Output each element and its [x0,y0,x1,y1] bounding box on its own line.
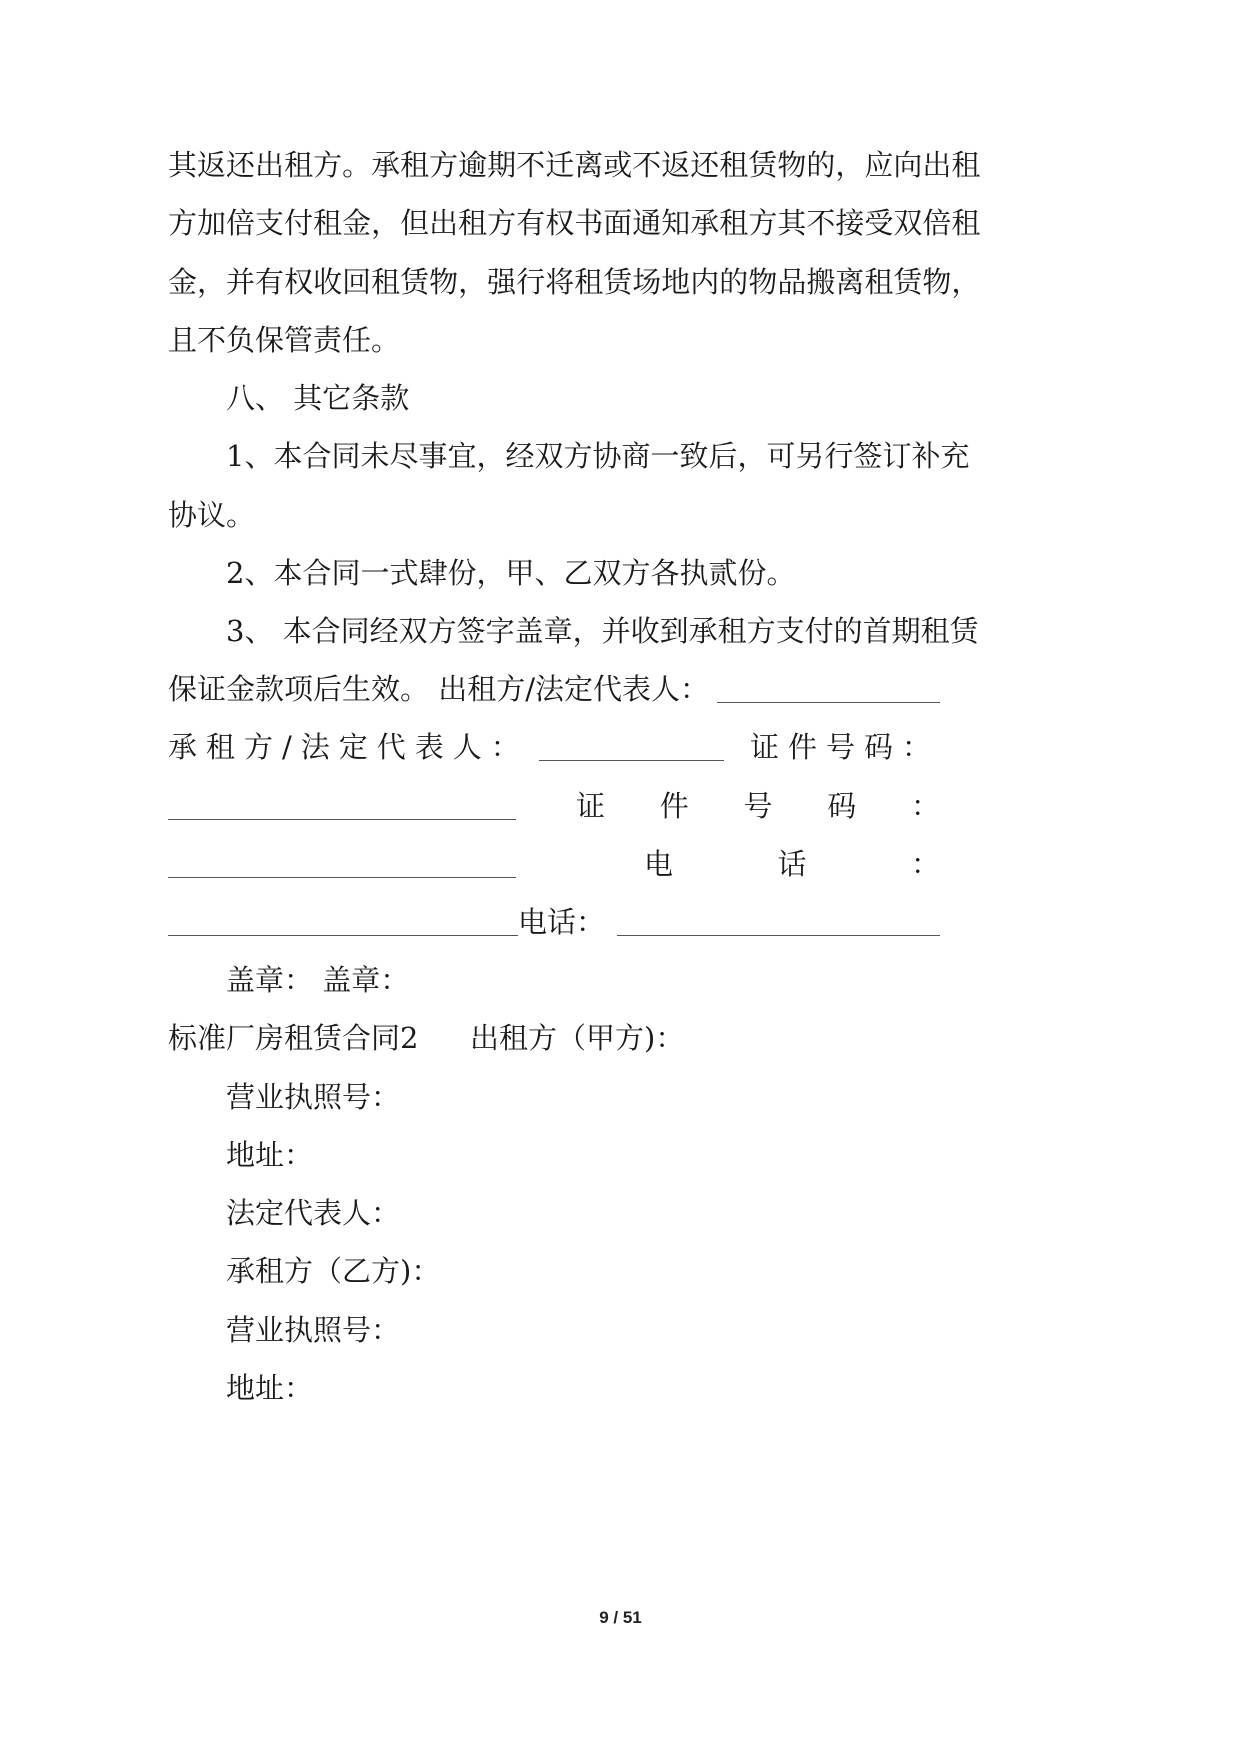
item-1-line-1: 1、本合同未尽事宜，经双方协商一致后，可另行签订补充 [226,439,970,473]
id-number-blank-2 [168,851,516,878]
page-number: 9 / 51 [599,1608,642,1627]
char: 物 [748,265,778,299]
char: 出 [922,148,952,182]
seal-labels: 盖章： 盖章： [226,963,410,997]
field-address: 地址： [226,1138,314,1172]
char: 行 [516,265,546,299]
char: 赁 [400,265,430,299]
char: 返 [197,148,227,182]
phone-label-1 [644,844,940,884]
char: 租 [951,148,981,182]
field-business-license-2: 营业执照号： [226,1313,401,1347]
char: 租 [951,206,981,240]
char: 返 [661,148,691,182]
char: 向 [893,148,923,182]
lessor-sign-blank [717,676,940,703]
char: 地 [661,265,691,299]
char: 的 [806,148,836,182]
char: 离 [835,265,865,299]
char: 租 [371,265,401,299]
field-address-2: 地址： [226,1371,314,1405]
char: 方 [429,148,459,182]
char: 品 [777,265,807,299]
contract-2-title: 标准厂房租赁合同2 [168,1021,419,1055]
char: 不 [516,148,546,182]
char: 件 [659,789,689,823]
char: 承 [690,206,720,240]
section-heading: 八、 其它条款 [226,381,410,415]
char: 方 [168,206,198,240]
char: 租 [284,148,314,182]
char: 知 [661,206,691,240]
char: 电 [644,847,674,881]
char: 其 [168,148,198,182]
char: 不 [632,148,662,182]
char: 物 [922,265,952,299]
phone-label-2: 电话： [518,905,606,939]
char: 支 [255,206,285,240]
char: ， [835,148,865,182]
char: 物 [777,148,807,182]
lessee-sign-row [168,727,940,767]
char: 方 [748,206,778,240]
char: 面 [603,206,633,240]
char: 强 [487,265,517,299]
char: 倍 [922,206,952,240]
char: 的 [719,265,749,299]
char: 号 [743,789,773,823]
char: 有 [516,206,546,240]
char: 还 [690,148,720,182]
char: 出 [429,206,459,240]
lessee-sign-blank [539,734,724,761]
char: 租 [313,206,343,240]
char: 物 [429,265,459,299]
paragraph-line-4: 且不负保管责任。 [168,323,401,357]
char: 租 [864,265,894,299]
char: ， [951,265,981,299]
char: ， [197,265,227,299]
phone-blank-2 [617,909,940,936]
char: 双 [893,206,923,240]
char: 话 [777,847,807,881]
char: 收 [313,265,343,299]
char: 但 [400,206,430,240]
paragraph-line-2 [168,203,981,243]
item-2: 2、本合同一式肆份，甲、乙双方各执贰份。 [226,556,796,590]
char: 通 [632,206,662,240]
item-3-line-2 [168,669,940,709]
char: 金 [342,206,372,240]
char: 倍 [226,206,256,240]
char: 承 [371,148,401,182]
char: 其 [777,206,807,240]
char: 赁 [893,265,923,299]
char: 内 [690,265,720,299]
item-1-line-2: 协议。 [168,498,256,532]
char: 不 [806,206,836,240]
char: 权 [545,206,575,240]
char: 租 [719,148,749,182]
char: 期 [487,148,517,182]
char: 并 [226,265,256,299]
phone-row-2 [168,902,940,942]
field-business-license: 营业执照号： [226,1080,401,1114]
paragraph-line-3 [168,262,981,302]
lessee-sign-label: 承租方/法定代表人： [168,730,529,764]
id-number-label: 证件号码： [749,730,940,764]
char: 赁 [748,148,778,182]
char: 回 [342,265,372,299]
char: 接 [835,206,865,240]
id-number-blank-1 [168,793,516,820]
paragraph-line-1 [168,145,981,185]
char: 码 [827,789,857,823]
char: ， [371,206,401,240]
char: ： [910,789,940,823]
lessor-sign-label: 保证金款项后生效。 出租方/法定代表人： [168,672,709,706]
char: 证 [576,789,606,823]
char: 赁 [603,265,633,299]
char: 还 [226,148,256,182]
item-3-line-1: 3、 本合同经双方签字盖章，并收到承租方支付的首期租赁 [226,614,979,648]
char: 受 [864,206,894,240]
field-lessee: 承租方（乙方)： [226,1254,441,1288]
phone-label-wrap [516,844,940,884]
char: 加 [197,206,227,240]
id-number-row [168,786,940,826]
char: 有 [255,265,285,299]
char: 租 [458,206,488,240]
char: 租 [400,148,430,182]
char: 搬 [806,265,836,299]
char: 应 [864,148,894,182]
char: 将 [545,265,575,299]
char: 租 [574,265,604,299]
field-legal-representative: 法定代表人： [226,1196,401,1230]
char: 金 [168,265,198,299]
char: 。 [342,148,372,182]
char: 逾 [458,148,488,182]
char: 场 [632,265,662,299]
phone-blank-1 [168,909,518,936]
contract-2-lessor: 出租方（甲方)： [470,1021,685,1055]
char: 方 [313,148,343,182]
char: 书 [574,206,604,240]
char: 迁 [545,148,575,182]
phone-row-1 [168,844,940,884]
char: 权 [284,265,314,299]
char: 租 [719,206,749,240]
char: ， [458,265,488,299]
char: 付 [284,206,314,240]
char: 方 [487,206,517,240]
char: 离 [574,148,604,182]
char: ： [910,847,940,881]
char: 出 [255,148,285,182]
char: 或 [603,148,633,182]
id-number-label-2 [516,786,940,826]
